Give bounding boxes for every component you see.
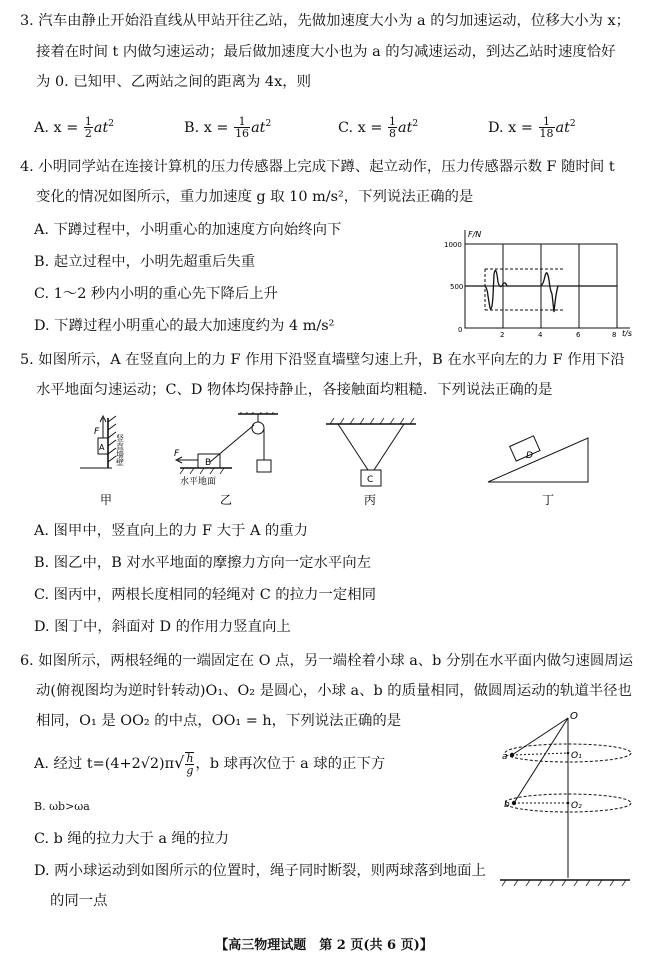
label-o1: O₁ <box>571 751 582 761</box>
fraction-denominator: 8 <box>388 127 396 141</box>
ground-hatch <box>502 880 626 886</box>
fraction-denominator: 16 <box>235 127 250 141</box>
q3-option-d-label: D. x = <box>488 119 533 136</box>
block-d <box>510 436 540 461</box>
q3-line-1: 3. 汽车由静止开始沿直线从甲站开往乙站，先做加速度大小为 a 的匀加速运动，位移大小为 x； <box>20 13 630 29</box>
q6-line-2: 动(俯视图均为逆时针转动)O₁、O₂ 是圆心，小球 a、b 的质量相同，做圆周运动的轨道半径也 <box>36 683 632 699</box>
pulley <box>252 422 264 434</box>
fraction <box>185 752 194 776</box>
fraction <box>234 116 250 139</box>
q6-option-b: B. ωb>ωa <box>34 800 90 813</box>
ball-a <box>510 753 514 757</box>
incline <box>488 438 588 482</box>
label-f: F <box>94 427 100 437</box>
q5-line-1: 5. 如图所示，A 在竖直向上的力 F 作用下沿竖直墙壁匀速上升，B 在水平向左的力 F 作用下沿 <box>20 352 625 368</box>
q3-line-3: 为 0. 已知甲、乙两站之间的距离为 4x，则 <box>36 74 311 90</box>
fraction <box>388 116 397 139</box>
q3-option-a-tail: at <box>93 119 109 136</box>
rope-right <box>374 424 404 470</box>
force-time-graph <box>430 224 640 344</box>
rope-left <box>338 424 368 470</box>
rope-b <box>514 718 568 803</box>
rope-a <box>512 718 568 755</box>
label-a: a <box>502 752 508 762</box>
hanging-block <box>257 460 271 472</box>
q5-option-a: A. 图甲中，竖直向上的力 F 大于 A 的重力 <box>34 523 309 539</box>
fig-label-ding: 丁 <box>542 493 555 507</box>
radius-a <box>512 753 568 755</box>
q4-option-b: B. 起立过程中，小明先超重后失重 <box>34 254 256 270</box>
y-tick-label: 0 <box>458 326 463 334</box>
q3-option-c-label: C. x = <box>338 119 383 136</box>
fraction <box>84 116 93 139</box>
ball-b <box>512 801 516 805</box>
ceiling-hatch <box>180 412 414 474</box>
fig-label-jia: 甲 <box>100 493 113 507</box>
q6-line-1: 6. 如图所示，两根轻绳的一端固定在 O 点，另一端栓着小球 a、b 分别在水平面内做匀速圆周运 <box>20 653 634 669</box>
y-tick-label: 1000 <box>444 241 462 249</box>
fraction <box>539 116 555 139</box>
ground-label: 水平地面 <box>180 477 217 487</box>
q6-option-a <box>34 752 385 776</box>
q6-option-a-suffix: ，b 球再次位于 a 球的正下方 <box>195 756 386 772</box>
fraction-numerator: 1 <box>84 115 92 129</box>
q3-option-c: C. x = $\frac{1}{8}$ $at^2$ <box>338 115 419 141</box>
sqrt-sign: √ <box>174 753 185 772</box>
x-tick-label: 6 <box>576 331 581 339</box>
graph-y-label: F/N <box>468 230 482 239</box>
label-d: D <box>526 451 533 461</box>
q4-option-a: A. 下蹲过程中，小明重心的加速度方向始终向下 <box>34 222 342 238</box>
q3-option-c-tail: at <box>397 119 413 136</box>
q6-option-d: D. 两小球运动到如图所示的位置时，绳子同时断裂，则两球落到地面上 <box>34 863 486 879</box>
y-tick-label: 500 <box>450 283 464 291</box>
center-o2 <box>567 802 570 805</box>
fig-label-bing: 丙 <box>364 493 377 507</box>
fraction-denominator: g <box>186 764 194 777</box>
q5-option-b: B. 图乙中，B 对水平地面的摩擦力方向一定水平向左 <box>34 555 372 571</box>
wall-label: 竖直墙壁 <box>115 434 125 466</box>
q3-option-d: D. x = $\frac{1}{18}$ $at^2$ <box>488 115 576 141</box>
q6-figure <box>490 708 640 890</box>
label-o2: O₂ <box>571 801 582 811</box>
q5-option-c: C. 图丙中，两根长度相同的轻绳对 C 的拉力一定相同 <box>34 587 377 603</box>
q4-line-2: 变化的情况如图所示，重力加速度 g 取 10 m/s²，下列说法正确的是 <box>36 189 474 205</box>
block-d-group <box>510 436 540 461</box>
x-tick-label: 4 <box>538 331 543 339</box>
label-b: b <box>504 800 510 810</box>
q4-option-c: C. 1～2 秒内小明的重心先下降后上升 <box>34 286 279 302</box>
label-f: F <box>174 449 180 459</box>
fraction-numerator: 1 <box>539 116 555 128</box>
x-tick-label: 2 <box>500 331 505 339</box>
center-o1 <box>567 752 570 755</box>
q6-option-d-cont: 的同一点 <box>50 893 108 909</box>
graph-x-label: t/s <box>622 329 632 338</box>
label-c: C <box>367 475 374 485</box>
x-tick-label: 8 <box>612 331 617 339</box>
label-b: B <box>205 458 212 468</box>
fraction-denominator: 18 <box>539 127 554 141</box>
q6-option-c: C. b 绳的拉力大于 a 绳的拉力 <box>34 831 230 847</box>
q3-line-2: 接着在时间 t 内做匀速运动；最后做加速度大小也为 a 的匀减速运动，到达乙站时速度恰好 <box>36 44 616 60</box>
q5-line-2: 水平地面匀速运动；C、D 物体均保持静止，各接触面均粗糙．下列说法正确的是 <box>36 382 553 398</box>
q3-option-b-tail: at <box>251 119 266 136</box>
q3-option-a: A. x = $\frac{1}{2}$ $at^2$ <box>34 115 114 141</box>
label-a: A <box>99 443 105 452</box>
q3-option-d-tail: at <box>555 119 570 136</box>
q3-option-b: B. x = $\frac{1}{16}$ $at^2$ <box>184 115 272 141</box>
fraction-numerator: 1 <box>234 116 250 128</box>
rope <box>210 425 254 462</box>
q5-option-d: D. 图丁中，斜面对 D 的作用力竖直向上 <box>34 619 291 635</box>
q4-option-d: D. 下蹲过程小明重心的最大加速度约为 4 m/s² <box>34 318 335 334</box>
q4-line-1: 4. 小明同学站在连接计算机的压力传感器上完成下蹲、起立动作，压力传感器示数 F 随时间 t <box>20 159 615 175</box>
q5-figures <box>60 412 620 512</box>
q6-line-3: 相同，O₁ 是 OO₂ 的中点，OO₁ = h，下列说法正确的是 <box>36 713 402 729</box>
fraction-denominator: 2 <box>84 127 92 141</box>
q3-option-b-label: B. x = <box>184 119 229 136</box>
fraction-numerator: 1 <box>388 115 396 129</box>
fig-label-yi: 乙 <box>220 493 233 507</box>
q6-option-a-prefix: A. 经过 t=(4+2√2)π <box>34 756 175 772</box>
page-footer: 【高三物理试题 第 2 页(共 6 页)】 <box>215 938 433 953</box>
label-o: O <box>570 711 578 722</box>
fraction-numerator: h <box>186 752 194 765</box>
q3-option-a-label: A. x = <box>34 119 79 136</box>
